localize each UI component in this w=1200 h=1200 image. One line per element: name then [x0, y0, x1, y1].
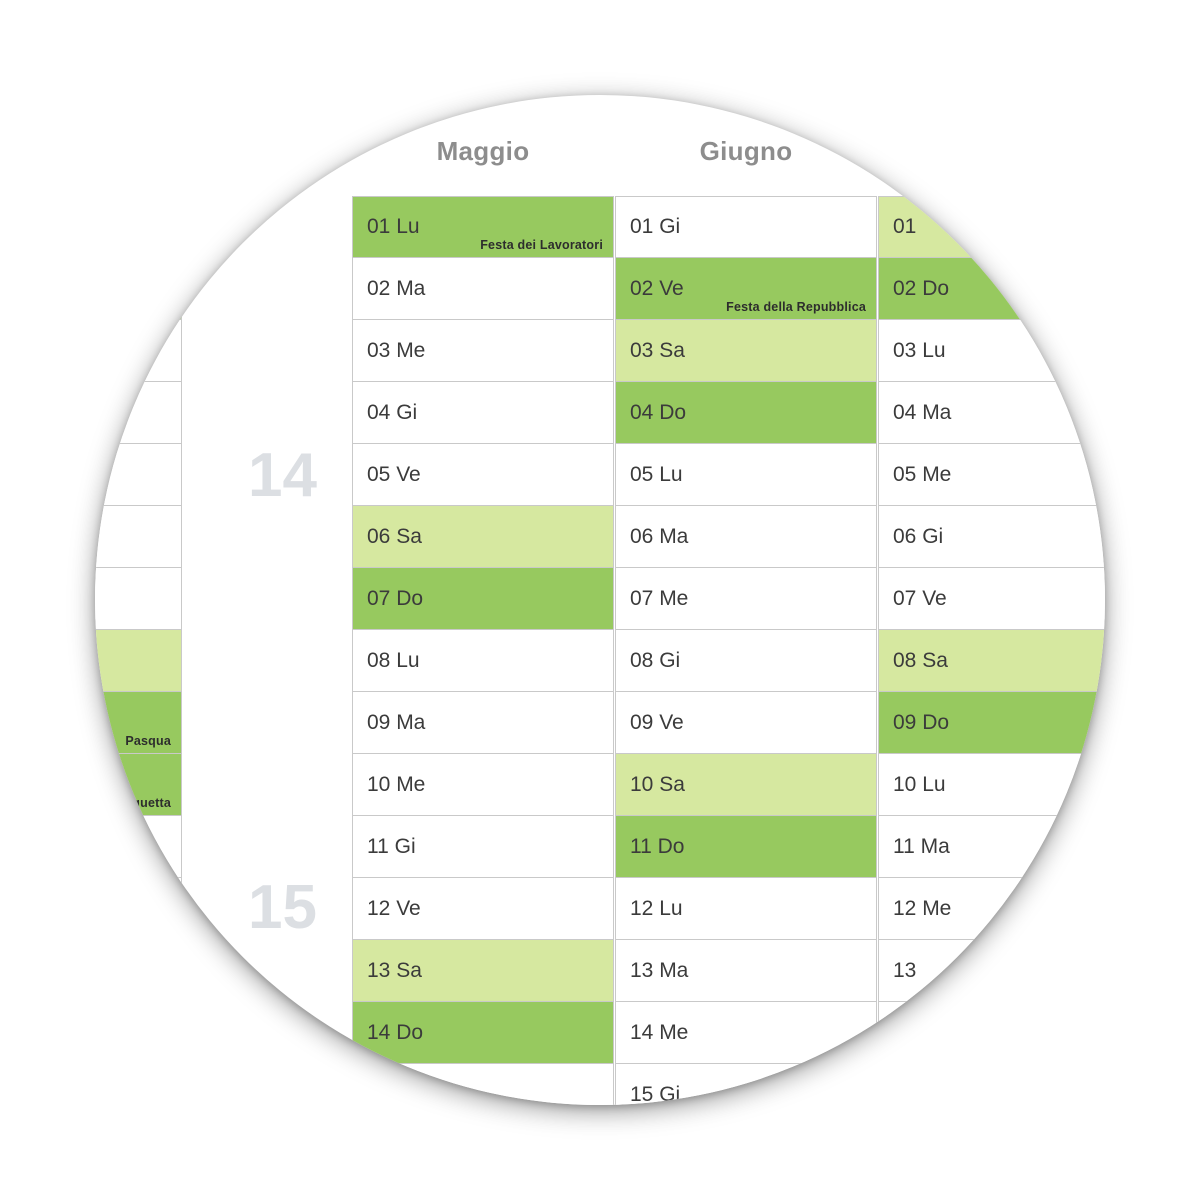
calendar-day-cell[interactable]	[615, 444, 877, 506]
month-days	[95, 196, 182, 1105]
day-label: 01 Gi	[630, 215, 681, 238]
calendar-day-cell[interactable]	[95, 568, 182, 630]
calendar-day-cell[interactable]	[615, 1002, 877, 1064]
calendar-day-cell[interactable]	[878, 1064, 1105, 1105]
day-label: 05 Me	[893, 462, 952, 486]
calendar-day-cell[interactable]	[615, 382, 877, 444]
day-label: 07 Me	[630, 586, 689, 610]
calendar-day-cell[interactable]	[878, 568, 1105, 630]
calendar-day-cell[interactable]	[352, 1002, 614, 1064]
calendar-day-cell[interactable]	[878, 940, 1105, 1002]
calendar-day-cell[interactable]	[615, 196, 877, 258]
calendar-day-cell[interactable]	[95, 320, 182, 382]
day-label: 11 Ma	[893, 834, 950, 858]
calendar-day-cell[interactable]	[878, 754, 1105, 816]
month-days	[615, 196, 877, 1105]
calendar-day-cell[interactable]	[95, 382, 182, 444]
day-label: 15 Lu	[367, 1082, 420, 1105]
calendar-day-cell[interactable]	[878, 692, 1105, 754]
calendar-day-cell[interactable]	[352, 382, 614, 444]
day-label: 13 Sa	[367, 958, 422, 982]
week-number: 15	[248, 873, 317, 942]
holiday-note: Festa della Repubblica	[726, 300, 866, 314]
calendar-day-cell[interactable]	[352, 692, 614, 754]
calendar-day-cell[interactable]	[615, 940, 877, 1002]
circle-inner	[95, 95, 1105, 1105]
calendar-day-cell[interactable]	[352, 506, 614, 568]
holiday-note: Pasqua	[125, 734, 171, 748]
day-label: 13 Ma	[630, 958, 689, 982]
calendar-day-cell[interactable]	[352, 258, 614, 320]
calendar-day-cell[interactable]	[95, 754, 182, 816]
day-label: 04 Ma	[893, 400, 952, 424]
day-label: 01 Lu	[367, 215, 420, 238]
day-label: 05 Lu	[630, 462, 683, 486]
day-label: 06 Gi	[893, 524, 944, 548]
calendar-day-cell[interactable]	[878, 258, 1105, 320]
holiday-note: Festa dei Lavoratori	[480, 238, 603, 252]
month-days	[878, 196, 1105, 1105]
week-number: 14	[248, 441, 317, 510]
day-label: 12 Me	[893, 896, 952, 920]
calendar-day-cell[interactable]	[95, 1064, 182, 1105]
calendar-day-cell[interactable]	[95, 1002, 182, 1064]
day-label: 11 Gi	[367, 834, 416, 858]
month-title: Maggio	[436, 136, 530, 166]
calendar-day-cell[interactable]	[878, 816, 1105, 878]
holiday-note: Pasquetta	[109, 796, 171, 810]
calendar-day-cell[interactable]	[878, 382, 1105, 444]
calendar-day-cell[interactable]	[352, 1064, 614, 1105]
day-label: 06 Sa	[367, 524, 422, 548]
calendar-day-cell[interactable]	[615, 878, 877, 940]
calendar-day-cell[interactable]	[95, 940, 182, 1002]
day-label: 13	[893, 958, 917, 982]
day-label: 09 Ma	[367, 710, 426, 734]
calendar-day-cell[interactable]	[95, 816, 182, 878]
calendar-day-cell[interactable]	[615, 568, 877, 630]
calendar-day-cell[interactable]	[878, 630, 1105, 692]
calendar-grid	[95, 95, 1105, 1105]
day-label: 04 Do	[630, 400, 687, 424]
day-label: 02 Ma	[367, 276, 426, 300]
calendar-day-cell[interactable]	[615, 816, 877, 878]
day-label: 06 Ma	[630, 524, 689, 548]
day-label: 14 Do	[367, 1020, 424, 1044]
calendar-day-cell[interactable]	[878, 878, 1105, 940]
day-label: 12 Ve	[367, 896, 421, 920]
day-label: 10 Lu	[893, 772, 946, 796]
calendar-day-cell[interactable]	[878, 506, 1105, 568]
calendar-day-cell[interactable]	[95, 692, 182, 754]
calendar-day-cell[interactable]	[878, 320, 1105, 382]
calendar-day-cell[interactable]	[615, 754, 877, 816]
day-label: 01	[893, 215, 917, 238]
day-label: 11 Do	[630, 834, 685, 858]
calendar-day-cell[interactable]	[878, 444, 1105, 506]
calendar-day-cell[interactable]	[352, 196, 614, 258]
circular-calendar-crop	[95, 95, 1105, 1105]
calendar-day-cell[interactable]	[615, 630, 877, 692]
day-label: 12 Lu	[630, 896, 683, 920]
day-label: 10 Sa	[630, 772, 685, 796]
day-label: 09 Do	[893, 710, 950, 734]
day-label: 02 Ve	[630, 276, 684, 300]
calendar-day-cell[interactable]	[352, 754, 614, 816]
calendar-day-cell[interactable]	[352, 878, 614, 940]
day-label: 03 Lu	[893, 338, 946, 362]
day-label: 03 Sa	[630, 338, 685, 362]
day-label: 02 Do	[893, 276, 950, 300]
calendar-day-cell[interactable]	[615, 1064, 877, 1105]
calendar-day-cell[interactable]	[352, 816, 614, 878]
calendar-day-cell[interactable]	[878, 196, 1105, 258]
day-label: 10 Me	[367, 772, 426, 796]
day-label: 07 Do	[367, 586, 424, 610]
calendar-day-cell[interactable]	[615, 320, 877, 382]
calendar-day-cell[interactable]	[95, 878, 182, 940]
day-label: 15 Gi	[630, 1082, 681, 1105]
calendar-day-cell[interactable]	[352, 568, 614, 630]
calendar-day-cell[interactable]	[615, 506, 877, 568]
day-label: 07 Ve	[893, 586, 947, 610]
calendar-day-cell[interactable]	[352, 940, 614, 1002]
day-label: 05 Ve	[367, 462, 421, 486]
calendar-day-cell[interactable]	[95, 630, 182, 692]
day-label: 04 Gi	[367, 400, 418, 424]
calendar-day-cell[interactable]	[878, 1002, 1105, 1064]
month-days	[352, 196, 614, 1105]
calendar-day-cell[interactable]	[95, 506, 182, 568]
month-title: Giugno	[699, 136, 793, 166]
calendar-day-cell[interactable]	[95, 258, 182, 320]
day-label: 09 Ve	[630, 710, 684, 734]
day-label: 08 Gi	[630, 648, 681, 672]
calendar-day-cell[interactable]	[95, 444, 182, 506]
calendar-day-cell[interactable]	[615, 692, 877, 754]
day-label: 08 Lu	[367, 648, 420, 672]
day-label: 03 Me	[367, 338, 426, 362]
calendar-day-cell[interactable]	[352, 630, 614, 692]
day-label: 08 Sa	[893, 648, 948, 672]
calendar-day-cell[interactable]	[352, 320, 614, 382]
calendar-day-cell[interactable]	[615, 258, 877, 320]
calendar-day-cell[interactable]	[352, 444, 614, 506]
calendar-day-cell[interactable]	[95, 196, 182, 258]
day-label: 14 Me	[630, 1020, 689, 1044]
